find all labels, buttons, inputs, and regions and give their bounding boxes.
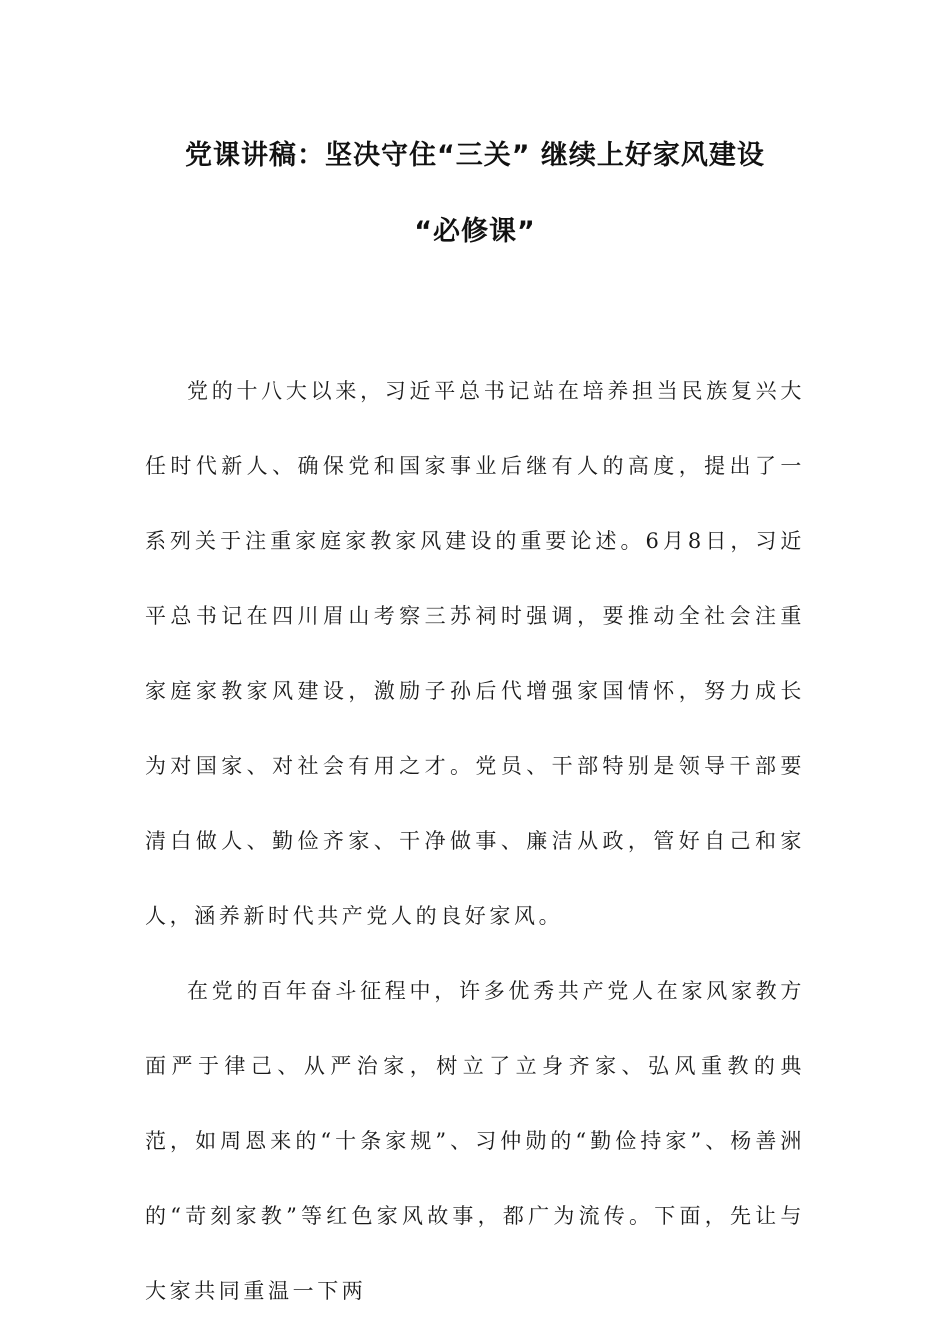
- paragraph-1: 党的十八大以来，习近平总书记站在培养担当民族复兴大任时代新人、确保党和国家事业后继有人的高度，提出了一系列关于注重家庭家教家风建设的重要论述。6月8日，习近平总书记在四川眉山考察三苏祠时强调，要推动全社会注重家庭家教家风建设，激励子孙后代增强家国情怀，努力成长为对国家、对社会有用之才。党员、干部特别是领导干部要清白做人、勤俭齐家、干净做事、廉洁从政，管好自己和家人，涵养新时代共产党人的良好家风。: [145, 379, 805, 928]
- document-title-line-2: “必修课”: [414, 216, 536, 247]
- document-title-line-1: 党课讲稿：坚决守住“三关” 继续上好家风建设: [185, 140, 765, 171]
- paragraph-2: 在党的百年奋斗征程中，许多优秀共产党人在家风家教方面严于律己、从严治家，树立了立身齐家、弘风重教的典范，如周恩来的“十条家规”、习仲勋的“勤俭持家”、杨善洲的“苛刻家教”等红色家风故事，都广为流传。下面，先让与大家共同重温一下两: [145, 979, 805, 1303]
- document-body: [145, 354, 805, 1329]
